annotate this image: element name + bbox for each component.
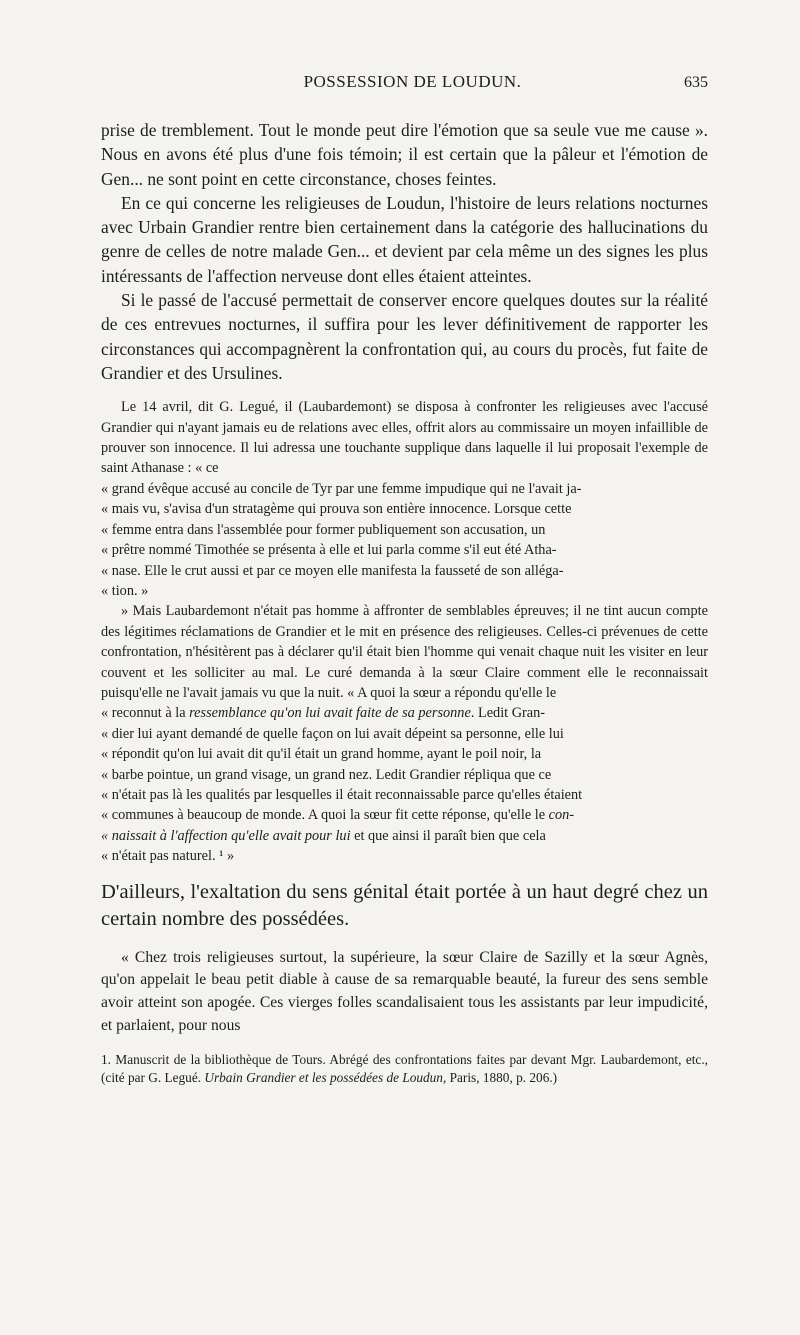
paragraph-3: Si le passé de l'accusé permettait de conserver encore quelques doutes sur la réalité de ces entrevues nocturnes, il suffira pour les lever définitivement de rapporter les circonstances qui accompagnèrent la confrontation qui, au cours du procès, fut faite de Grandier et des Ursulines. (101, 290, 708, 383)
quote-line: « nase. Elle le crut aussi et par ce moyen elle manifesta la fausseté de son alléga- (101, 562, 564, 579)
footnote-title-italic: Urbain Grandier et les possédées de Loudun, (204, 1069, 447, 1085)
footnote (101, 1051, 708, 1086)
page-number: 635 (684, 74, 708, 91)
quote-line-italic: « naissait à l'affection qu'elle avait pour lui (101, 827, 351, 844)
quote-line: « n'était pas naturel. ¹ » (101, 848, 235, 865)
quote-line: « tion. » (101, 582, 149, 599)
quote-line: « prêtre nommé Timothée se présenta à elle et lui parla comme s'il eut été Atha- (101, 542, 557, 559)
quote-line: « barbe pointue, un grand visage, un grand nez. Ledit Grandier répliqua que ce (101, 766, 552, 783)
possessed-quotation (101, 947, 708, 1038)
quote-line-text: . Ledit Gran- (470, 705, 546, 722)
footnote-text (101, 1051, 708, 1086)
quote-line-text: et que ainsi il paraît bien que cela (350, 827, 546, 844)
quote-line: « grand évêque accusé au concile de Tyr par une femme impudique qui ne l'avait ja- (101, 480, 582, 497)
running-title: POSSESSION DE LOUDUN. (303, 72, 522, 91)
quote-line (101, 826, 708, 846)
main-text (101, 118, 708, 385)
quote-line: « femme entra dans l'assemblée pour former publiquement son accusation, un (101, 521, 546, 538)
quote-intro: Le 14 avril, dit G. Legué, il (Laubardemont) se disposa à confronter les religieuses avec l'accusé Grandier qui n'ayant jamais eu de relations avec elles, offrit alors au commissaire un moyen infaillible de prouver son innocence. Il lui adressa une touchante supplique dans laquelle il lui proposait l'exemple de saint Athanase : « ce (101, 399, 708, 477)
quote-line: « dier lui ayant demandé de quelle façon on lui avait dépeint sa personne, elle lui (101, 725, 564, 742)
quote-line: « mais vu, s'avisa d'un stratagème qui prouva son entière innocence. Lorsque cette (101, 501, 572, 518)
quote-line (101, 805, 708, 825)
running-head (101, 72, 708, 104)
legue-quotation (101, 397, 708, 866)
quote-paragraph-2: » Mais Laubardemont n'était pas homme à affronter de semblables épreuves; il ne tint aucun compte des légitimes réclamations de Grandier et le mit en présence des religieuses. Celles-ci prévenues de cette confrontation, n'hésitèrent pas à déclarer qu'il était bien l'homme qui venait chaque nuit les visiter en leur couvent et les solliciter au mal. Le curé demanda à la sœur Claire comment elle le reconnaissait puisqu'elle ne l'avait jamais vu que la nuit. « A quoi la sœur a répondu qu'elle le (101, 603, 708, 701)
quote-line-text: « communes à beaucoup de monde. A quoi la sœur fit cette réponse, qu'elle le (101, 807, 549, 824)
quote-line-italic: con- (548, 807, 575, 824)
quote-line-text: « reconnut à la (101, 705, 190, 722)
quote-line: « n'était pas là les qualités par lesquelles il était reconnaissable parce qu'elles étaient (101, 786, 583, 803)
quote-line (101, 703, 708, 723)
paragraph-2: En ce qui concerne les religieuses de Loudun, l'histoire de leurs relations nocturnes avec Urbain Grandier rentre bien certainement dans la catégorie des hallucinations du genre de celles de notre malade Gen... et devient par cela même un des signes les plus intéressants de l'affection nerveuse dont elles étaient atteintes. (101, 192, 708, 286)
quote-line: « répondit qu'on lui avait dit qu'il était un grand homme, ayant le poil noir, la (101, 746, 542, 763)
quote-paragraph: « Chez trois religieuses surtout, la supérieure, la sœur Claire de Sazilly et la sœur Agnès, qu'on appelait le beau petit diable à cause de sa remarquable beauté, la fureur des sens semble avoir atteint son apogée. Ces vierges folles scandalisaient tous les assistants par leur impudicité, et parlaient, pour nous (101, 948, 708, 1034)
footnote-text-part: Paris, 1880, p. 206.) (446, 1069, 558, 1085)
section-lead-paragraph: D'ailleurs, l'exaltation du sens génital était portée à un haut degré chez un certain nombre des possédées. (101, 880, 708, 930)
quote-line-italic: ressemblance qu'on lui avait faite de sa personne (189, 705, 471, 722)
footnote-text-part: 1. Manuscrit de la bibliothèque de Tours. Abrégé des confrontations faites par devant Mgr. Laubardemont, etc., (cité par G. Legué. (101, 1052, 708, 1085)
paragraph-1: prise de tremblement. Tout le monde peut dire l'émotion que sa seule vue me cause ». Nous en avons été plus d'une fois témoin; il est certain que la pâleur et l'émotion de Gen... ne sont point en cette circonstance, choses feintes. (101, 120, 708, 189)
